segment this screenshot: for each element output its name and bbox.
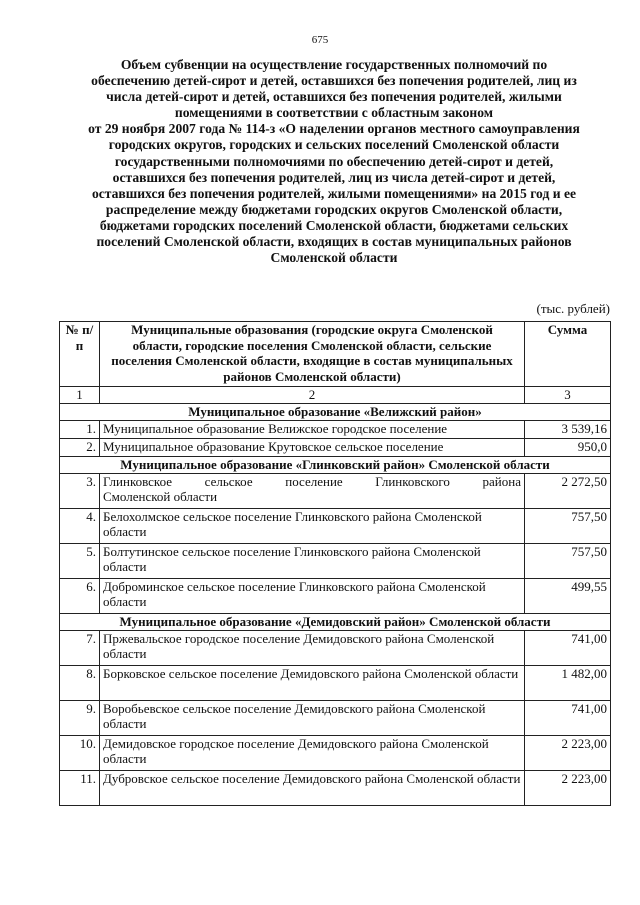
row-number: 3. <box>60 473 100 508</box>
table-row <box>60 630 611 665</box>
table-row <box>60 420 611 438</box>
row-name: Борковское сельское поселение Демидовского района Смоленской области <box>100 665 525 700</box>
title-line: Объем субвенции на осуществление государственных полномочий по <box>120 57 548 72</box>
header-name: Муниципальные образования (городские округа Смоленской области, городские поселения Смоленской области, сельские поселения Смоленской области, входящие в состав муниципальных районов Смоленской области) <box>100 322 525 387</box>
table-row <box>60 700 611 735</box>
name-line: Смоленской области <box>103 489 218 504</box>
row-name: Болтутинское сельское поселение Глинковского района Смоленской области <box>100 543 525 578</box>
title-line: бюджетами городских поселений Смоленской области, бюджетами сельских <box>99 217 569 233</box>
row-sum: 741,00 <box>525 700 611 735</box>
name-word: сельское <box>204 473 253 489</box>
title-line: городских округов, городских и сельских поселений Смоленской области <box>108 137 560 153</box>
row-sum: 757,50 <box>525 543 611 578</box>
table-row <box>60 438 611 456</box>
table-header-row <box>60 322 611 387</box>
column-number: 1 <box>60 387 100 404</box>
section-title: Муниципальное образование «Велижский район» <box>60 403 611 420</box>
table-row <box>60 665 611 700</box>
row-sum: 741,00 <box>525 630 611 665</box>
section-title: Муниципальное образование «Глинковский район» Смоленской области <box>60 456 611 473</box>
table-row <box>60 770 611 805</box>
table-row <box>60 473 611 508</box>
title-line: государственными полномочиями по обеспечению детей-сирот и детей, <box>114 153 554 169</box>
row-number: 1. <box>60 420 100 438</box>
row-number: 8. <box>60 665 100 700</box>
units-label: (тыс. рублей) <box>536 301 610 316</box>
title-line: оставшихся без попечения родителей, лиц из числа детей-сирот и детей, <box>112 169 556 185</box>
title-line: числа детей-сирот и детей, оставшихся без попечения родителей, жилыми <box>106 89 562 105</box>
section-row <box>60 456 611 473</box>
title-line: от 29 ноября 2007 года № 114-з «О наделении органов местного самоуправления <box>88 121 580 137</box>
row-number: 2. <box>60 438 100 456</box>
row-name: Демидовское городское поселение Демидовского района Смоленской области <box>100 735 525 770</box>
title-line: оставшихся без попечения родителей, жилыми помещениями» на 2015 год и ее <box>91 185 577 201</box>
column-number-row <box>60 387 611 404</box>
row-number: 6. <box>60 578 100 613</box>
table-row <box>60 543 611 578</box>
name-word: поселение <box>285 473 343 489</box>
name-word: Глинковское <box>103 473 173 489</box>
row-name <box>100 473 525 508</box>
row-number: 4. <box>60 508 100 543</box>
row-name: Белохолмское сельское поселение Глинковского района Смоленской области <box>100 508 525 543</box>
row-sum: 499,55 <box>525 578 611 613</box>
row-number: 5. <box>60 543 100 578</box>
row-sum: 950,0 <box>525 438 611 456</box>
row-name: Воробьевское сельское поселение Демидовского района Смоленской области <box>100 700 525 735</box>
column-number: 3 <box>525 387 611 404</box>
title-line: распределение между бюджетами городских округов Смоленской области, <box>105 201 563 217</box>
row-name: Дубровское сельское поселение Демидовского района Смоленской области <box>100 770 525 805</box>
section-row <box>60 613 611 630</box>
row-sum: 1 482,00 <box>525 665 611 700</box>
section-title: Муниципальное образование «Демидовский район» Смоленской области <box>60 613 611 630</box>
subvention-table <box>59 321 611 806</box>
title-line: Смоленской области <box>270 250 398 266</box>
row-number: 11. <box>60 770 100 805</box>
table-row <box>60 578 611 613</box>
name-word: района <box>482 473 521 489</box>
row-name: Доброминское сельское поселение Глинковского района Смоленской области <box>100 578 525 613</box>
row-sum: 757,50 <box>525 508 611 543</box>
row-sum: 2 272,50 <box>525 473 611 508</box>
table-row <box>60 735 611 770</box>
row-sum: 2 223,00 <box>525 735 611 770</box>
row-number: 9. <box>60 700 100 735</box>
section-row <box>60 403 611 420</box>
header-sum: Сумма <box>525 322 611 387</box>
page-number: 675 <box>311 34 329 46</box>
column-number: 2 <box>100 387 525 404</box>
row-number: 7. <box>60 630 100 665</box>
row-name: Муниципальное образование Велижское городское поселение <box>100 420 525 438</box>
row-sum: 2 223,00 <box>525 770 611 805</box>
title-line: поселений Смоленской области, входящих в состав муниципальных районов <box>96 234 572 250</box>
row-name: Пржевальское городское поселение Демидовского района Смоленской области <box>100 630 525 665</box>
title-line: обеспечению детей-сирот и детей, оставшихся без попечения родителей, лиц из <box>91 73 577 89</box>
document-title <box>58 57 610 266</box>
table-row <box>60 508 611 543</box>
title-line: помещениями в соответствии с областным законом <box>174 105 494 121</box>
name-word: Глинковского <box>375 473 450 489</box>
row-number: 10. <box>60 735 100 770</box>
row-sum: 3 539,16 <box>525 420 611 438</box>
header-num: № п/п <box>60 322 100 387</box>
row-name: Муниципальное образование Крутовское сельское поселение <box>100 438 525 456</box>
